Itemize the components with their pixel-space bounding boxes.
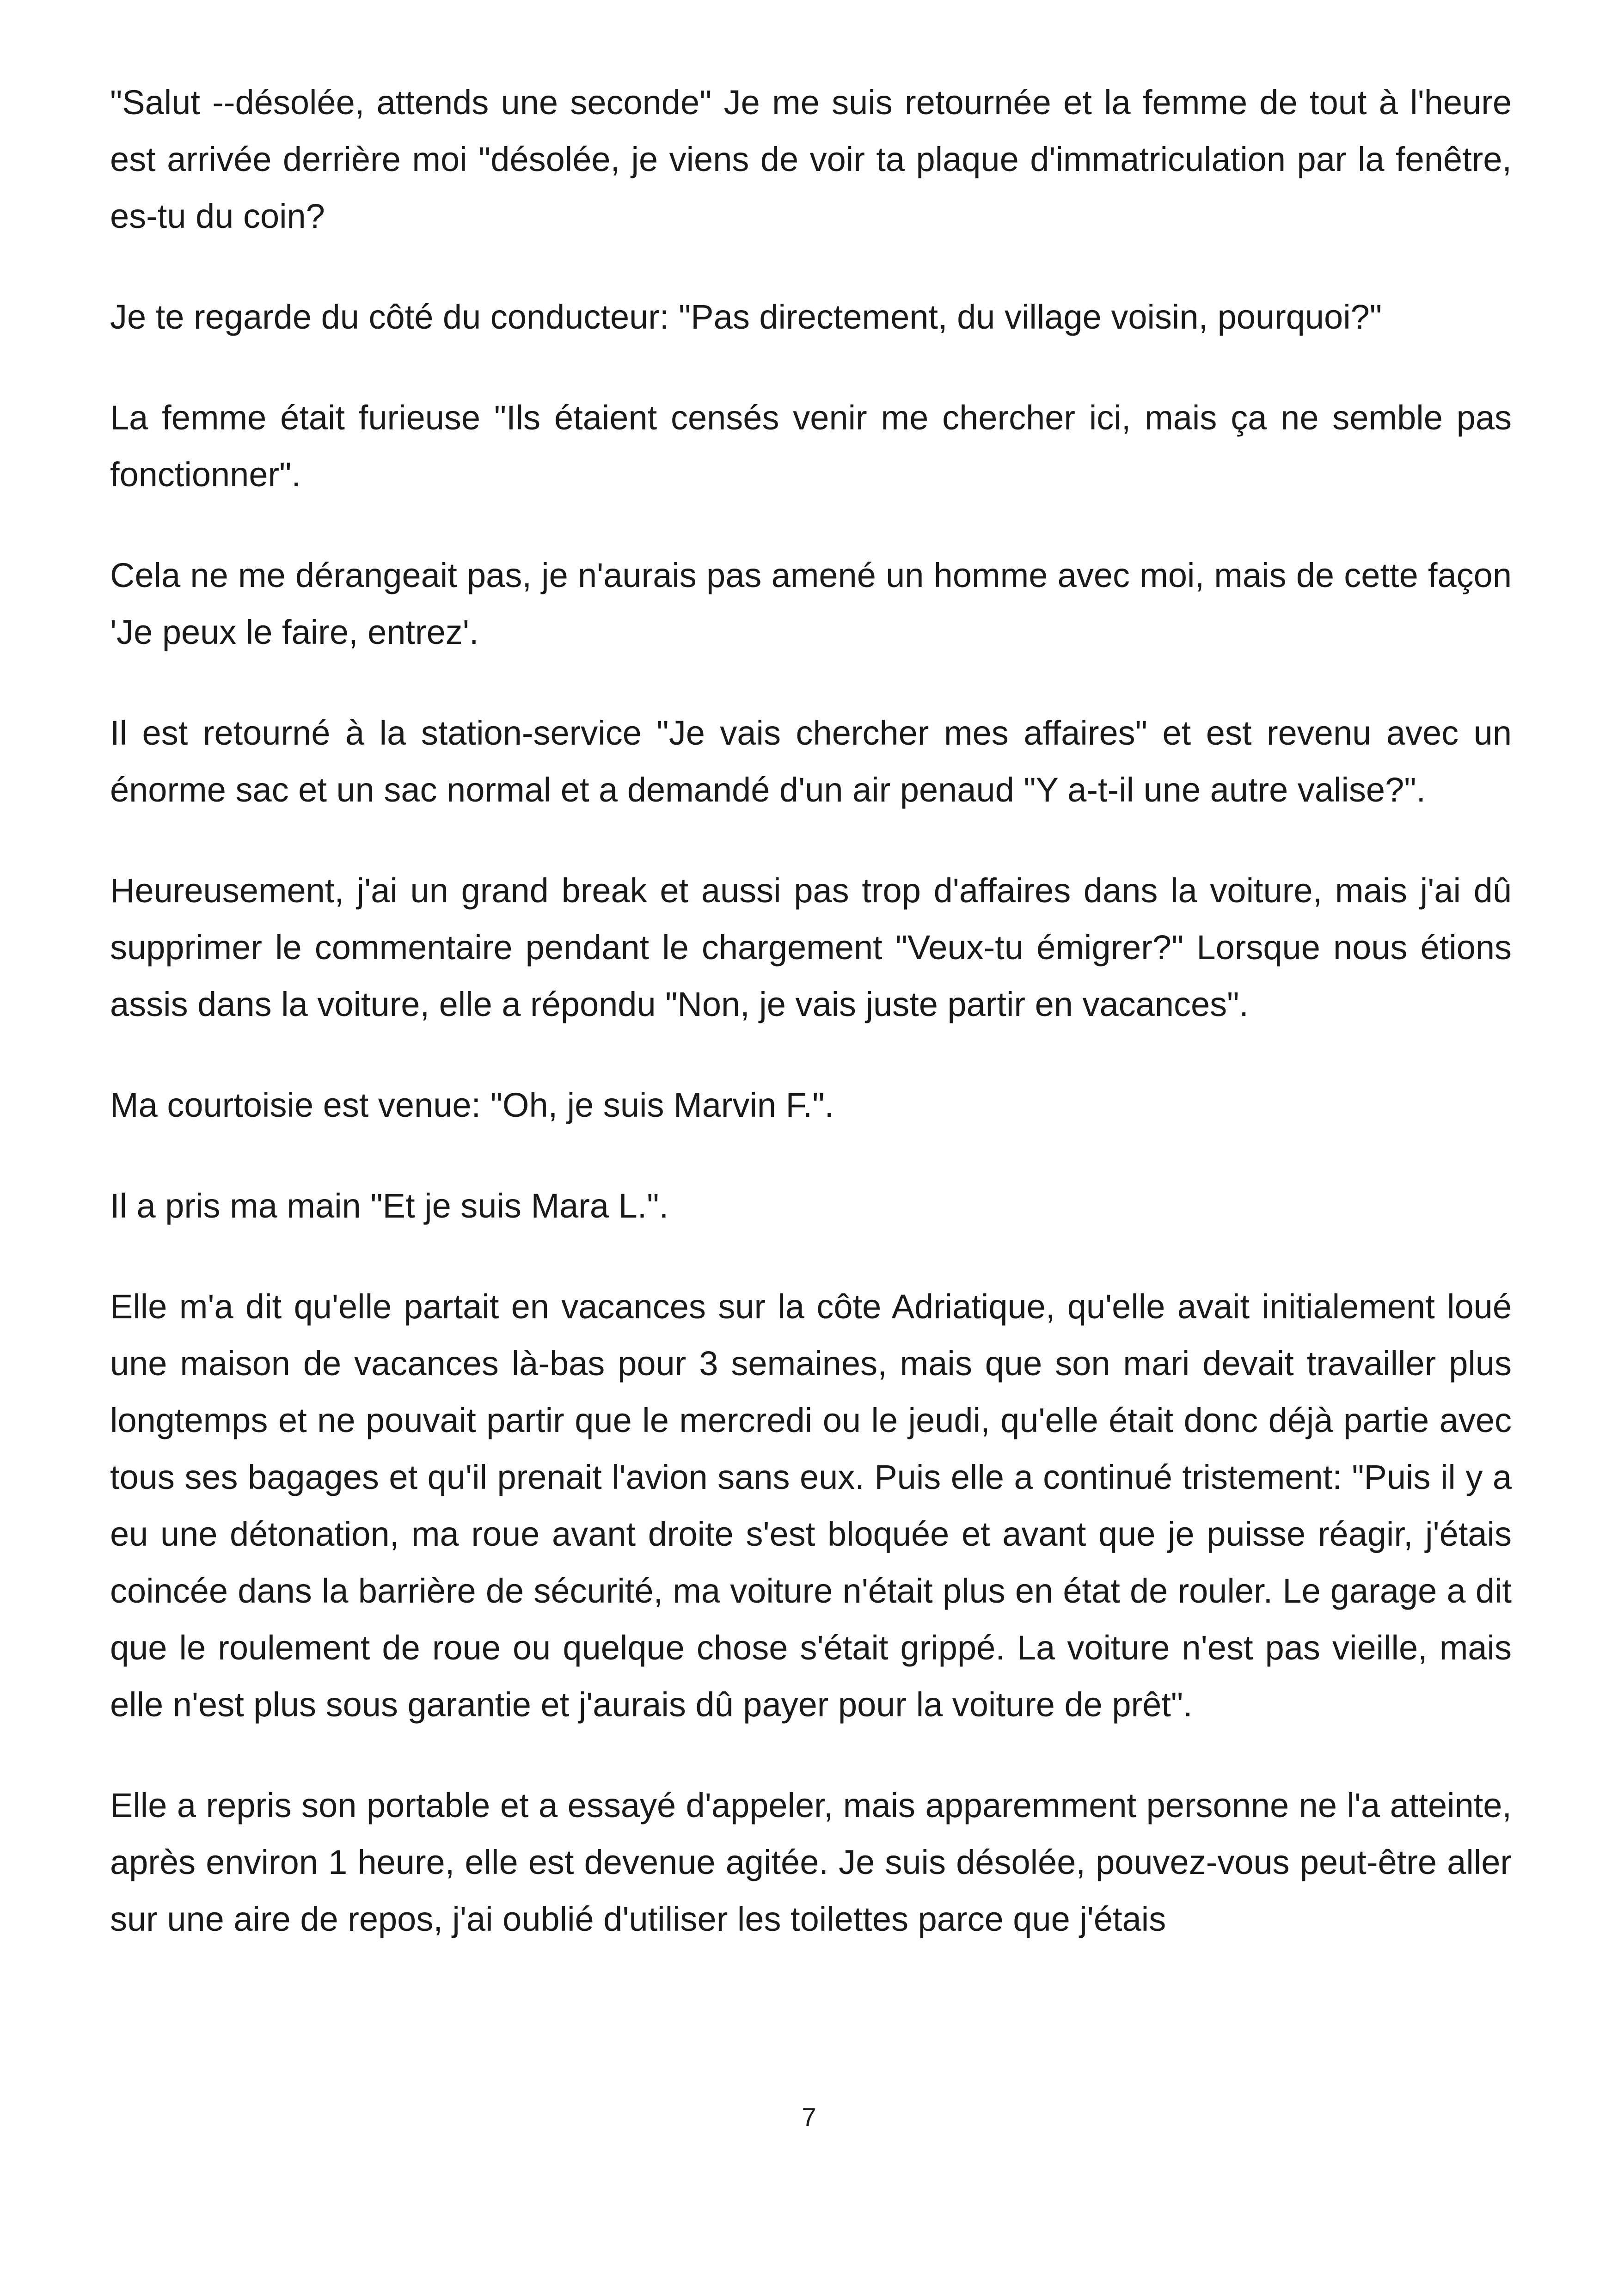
paragraph: Ma courtoisie est venue: "Oh, je suis Marvin F.".: [110, 1086, 834, 1124]
paragraph: Elle m'a dit qu'elle partait en vacances sur la côte Adriatique, qu'elle avait initialement loué une maison de vacances là-bas pour 3 semaines, mais que son mari devait travailler plus longtemps et ne pouvait partir que le mercredi ou le jeudi, qu'elle était donc déjà partie avec tous ses bagages et qu'il prenait l'avion sans eux. Puis elle a continué tristement: "Puis il y a eu une détonation, ma roue avant droite s'est bloquée et avant que je puisse réagir, j'étais coincée dans la barrière de sécurité, ma voiture n'était plus en état de rouler. Le garage a dit que le roulement de roue ou quelque chose s'était grippé. La voiture n'est pas vieille, mais elle n'est plus sous garantie et j'aurais dû payer pour la voiture de prêt".: [110, 1287, 1512, 1724]
paragraph: Je te regarde du côté du conducteur: "Pas directement, du village voisin, pourquoi?": [110, 298, 1382, 336]
paragraph: Il est retourné à la station-service "Je vais chercher mes affaires" et est revenu avec un énorme sac et un sac normal et a demandé d'un air penaud "Y a-t-il une autre valise?".: [110, 714, 1512, 809]
paragraph: "Salut --désolée, attends une seconde" Je me suis retournée et la femme de tout à l'heure est arrivée derrière moi "désolée, je viens de voir ta plaque d'immatriculation par la fenêtre, es-tu du coin?: [110, 83, 1512, 235]
page-number: 7: [802, 2102, 816, 2131]
paragraph: Cela ne me dérangeait pas, je n'aurais pas amené un homme avec moi, mais de cette façon 'Je peux le faire, entrez'.: [110, 556, 1512, 651]
body-text: [110, 74, 1512, 1991]
paragraph: Il a pris ma main "Et je suis Mara L.".: [110, 1187, 669, 1225]
paragraph: La femme était furieuse "Ils étaient censés venir me chercher ici, mais ça ne semble pas fonctionner".: [110, 398, 1512, 494]
paragraph: Elle a repris son portable et a essayé d'appeler, mais apparemment personne ne l'a atteinte, après environ 1 heure, elle est devenue agitée. Je suis désolée, pouvez-vous peut-être aller sur une aire de repos, j'ai oublié d'utiliser les toilettes parce que j'étais: [110, 1786, 1512, 1938]
paragraph: Heureusement, j'ai un grand break et aussi pas trop d'affaires dans la voiture, mais j'ai dû supprimer le commentaire pendant le chargement "Veux-tu émigrer?" Lorsque nous étions assis dans la voiture, elle a répondu "Non, je vais juste partir en vacances".: [110, 871, 1512, 1023]
